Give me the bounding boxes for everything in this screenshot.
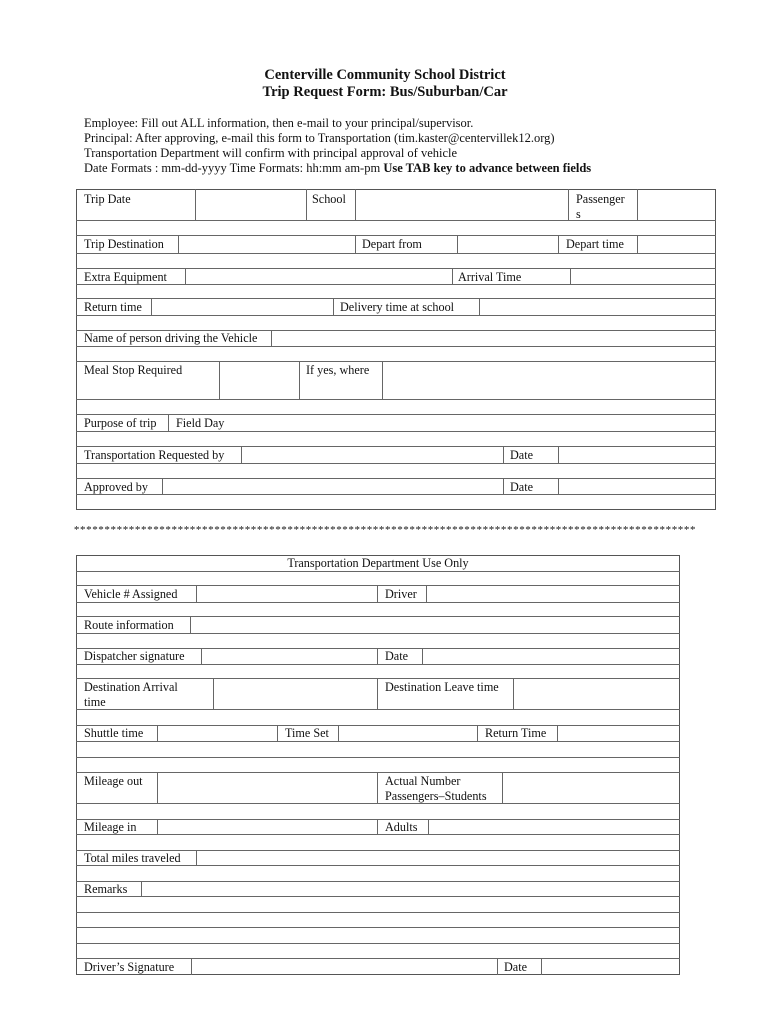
delivery-time-field[interactable]	[480, 299, 715, 315]
actual-number-label-wrap: Passengers–Students	[385, 789, 487, 803]
transport-section-heading: Transportation Department Use Only	[287, 556, 469, 570]
tab-key-note: Use TAB key to advance between fields	[383, 161, 592, 175]
return-time-field[interactable]	[152, 299, 333, 315]
request-date-label: Date	[510, 448, 534, 462]
extra-equipment-label: Extra Equipment	[84, 270, 167, 284]
dispatcher-date-label: Date	[385, 649, 409, 663]
school-label: School	[312, 192, 346, 206]
driver-label: Driver	[385, 587, 417, 601]
trip-date-field[interactable]	[196, 190, 306, 220]
arrival-time-field[interactable]	[571, 269, 715, 284]
passengers-label: Passenger	[576, 192, 625, 206]
depart-time-field[interactable]	[638, 236, 715, 253]
shuttle-time-label: Shuttle time	[84, 726, 144, 740]
dest-arrival-label-wrap: time	[84, 695, 106, 709]
return-time-label: Return time	[84, 300, 142, 314]
vehicle-assigned-field[interactable]	[197, 586, 377, 602]
remarks-field[interactable]	[142, 882, 679, 896]
dest-leave-field[interactable]	[514, 679, 679, 709]
extra-equipment-field[interactable]	[186, 269, 452, 284]
instruction-transportation: Transportation Department will confirm with principal approval of vehicle	[84, 146, 458, 160]
delivery-time-label: Delivery time at school	[340, 300, 455, 314]
actual-passengers-field[interactable]	[503, 773, 679, 803]
shuttle-time-field[interactable]	[158, 726, 277, 741]
route-info-field[interactable]	[191, 617, 679, 633]
approval-date-label: Date	[510, 480, 534, 494]
total-miles-field[interactable]	[197, 851, 679, 865]
drivers-signature-field[interactable]	[192, 959, 497, 974]
meal-stop-location-field[interactable]	[383, 362, 715, 399]
mileage-in-field[interactable]	[158, 820, 377, 834]
remarks-label: Remarks	[84, 882, 128, 896]
if-yes-where-label: If yes, where	[306, 363, 370, 377]
meal-stop-field[interactable]	[220, 362, 299, 399]
instruction-formats	[84, 161, 591, 176]
dispatcher-date-field[interactable]	[423, 649, 679, 664]
requested-by-field[interactable]	[242, 447, 503, 463]
total-miles-label: Total miles traveled	[84, 851, 181, 865]
depart-time-label: Depart time	[566, 237, 624, 251]
depart-from-field[interactable]	[458, 236, 558, 253]
trip-date-label: Trip Date	[84, 192, 131, 206]
driver-name-field[interactable]	[272, 331, 715, 346]
driver-field[interactable]	[427, 586, 679, 602]
dest-arrival-label: Destination Arrival	[84, 680, 178, 694]
dest-arrival-field[interactable]	[214, 679, 377, 709]
signature-date-label: Date	[504, 960, 528, 974]
mileage-out-label: Mileage out	[84, 774, 143, 788]
depart-from-label: Depart from	[362, 237, 422, 251]
dispatcher-signature-label: Dispatcher signature	[84, 649, 185, 663]
purpose-of-trip-field[interactable]: Field Day	[176, 416, 225, 430]
approved-by-field[interactable]	[163, 479, 503, 494]
mileage-out-field[interactable]	[158, 773, 377, 803]
trip-destination-field[interactable]	[179, 236, 355, 253]
driver-name-label: Name of person driving the Vehicle	[84, 331, 258, 345]
instruction-employee: Employee: Fill out ALL information, then e-mail to your principal/supervisor.	[84, 116, 474, 130]
formats-text: Date Formats : mm-dd-yyyy Time Formats: hh:mm am-pm	[84, 161, 384, 175]
trip-destination-label: Trip Destination	[84, 237, 164, 251]
signature-date-field[interactable]	[542, 959, 679, 974]
mileage-in-label: Mileage in	[84, 820, 137, 834]
purpose-of-trip-label: Purpose of trip	[84, 416, 157, 430]
dest-leave-label: Destination Leave time	[385, 680, 499, 694]
passengers-field[interactable]	[638, 190, 715, 220]
adults-label: Adults	[385, 820, 418, 834]
meal-stop-label: Meal Stop Required	[84, 363, 183, 377]
return-time-label-2: Return Time	[485, 726, 547, 740]
instruction-principal: Principal: After approving, e-mail this form to Transportation (tim.kaster@centervillek12.org)	[84, 131, 555, 145]
time-set-field[interactable]	[339, 726, 477, 741]
vehicle-assigned-label: Vehicle # Assigned	[84, 587, 178, 601]
form-subtitle: Trip Request Form: Bus/Suburban/Car	[262, 84, 508, 100]
time-set-label: Time Set	[285, 726, 329, 740]
passengers-label-wrap: s	[576, 207, 581, 221]
approved-by-label: Approved by	[84, 480, 148, 494]
dispatcher-signature-field[interactable]	[202, 649, 377, 664]
request-date-field[interactable]	[559, 447, 715, 463]
approval-date-field[interactable]	[559, 479, 715, 494]
section-separator: ******************************************************************************************************	[73, 524, 697, 536]
return-time-field-2[interactable]	[558, 726, 679, 741]
adults-field[interactable]	[429, 820, 679, 834]
requested-by-label: Transportation Requested by	[84, 448, 225, 462]
drivers-signature-label: Driver’s Signature	[84, 960, 175, 974]
school-field[interactable]	[356, 190, 568, 220]
form-title: Centerville Community School District	[264, 67, 506, 83]
arrival-time-label: Arrival Time	[458, 270, 522, 284]
actual-number-label: Actual Number	[385, 774, 461, 788]
route-info-label: Route information	[84, 618, 174, 632]
